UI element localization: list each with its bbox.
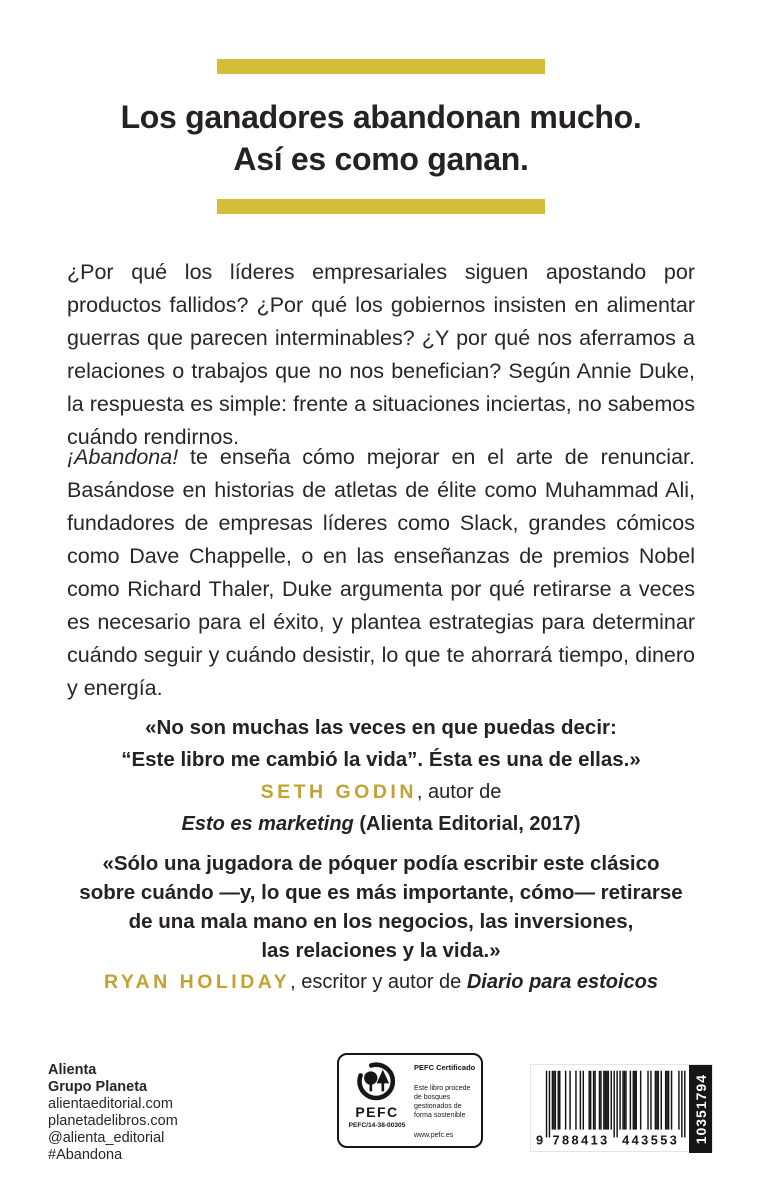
- pefc-logo-column: [346, 1061, 408, 1141]
- headline-line2: Así es como ganan.: [233, 141, 529, 177]
- pefc-certification-box: [337, 1053, 483, 1148]
- book-title-italic: ¡Abandona!: [67, 445, 179, 469]
- reviewer-name: SETH GODIN: [260, 781, 417, 803]
- headline: [0, 96, 762, 180]
- synopsis-paragraph-2: [67, 441, 695, 705]
- pefc-certificate-code: PEFC/14-38-00305: [348, 1122, 406, 1129]
- work-publisher-detail: (Alienta Editorial, 2017): [353, 813, 581, 835]
- barcode-side-band: [689, 1065, 712, 1153]
- publisher-website: planetadelibros.com: [48, 1113, 178, 1129]
- work-title-italic: Esto es marketing: [181, 813, 354, 835]
- headline-line1: Los ganadores abandonan mucho.: [120, 99, 642, 135]
- work-title-italic: Diario para estoicos: [466, 971, 659, 993]
- attribution-role: , autor de: [416, 781, 502, 803]
- synopsis-paragraph-1: ¿Por qué los líderes empresariales siguen apostando por productos fallidos? ¿Por qué los gobiernos insisten en alimentar guerras que parecen interminables? ¿Y por qué nos aferramos a relaciones o trabajos que no nos benefician? Según Annie Duke, la respuesta es simple: frente a situaciones inciertas, no sabemos cuándo rendirnos.: [67, 260, 695, 449]
- attribution-role: , escritor y autor de: [290, 971, 467, 993]
- pefc-trees-icon: [352, 1061, 402, 1105]
- quote-line: de una mala mano en los negocios, las inversiones,: [128, 910, 634, 933]
- barcode-side-number: 10351794: [692, 1073, 709, 1145]
- barcode-bars: [546, 1071, 686, 1138]
- pefc-description: Este libro procede de bosques gestionados de forma sostenible: [414, 1085, 471, 1119]
- publisher-group: Grupo Planeta: [48, 1079, 148, 1095]
- quote-line: «Sólo una jugadora de póquer podía escribir este clásico: [102, 852, 660, 875]
- ean-right-digits: 443553: [622, 1132, 680, 1148]
- quote-line: “Este libro me cambió la vida”. Ésta es una de ellas.»: [121, 748, 641, 771]
- accent-bar-bottom: [217, 199, 545, 214]
- ean-prefix-digit: 9: [535, 1132, 544, 1148]
- barcode-bars-area: [535, 1070, 687, 1148]
- pefc-wordmark: PEFC: [355, 1104, 399, 1120]
- ean13-barcode: [535, 1070, 687, 1148]
- publisher-social-handle: @alienta_editorial: [48, 1130, 165, 1146]
- quote-line: las relaciones y la vida.»: [261, 939, 501, 962]
- publisher-website: alientaeditorial.com: [48, 1096, 173, 1112]
- pefc-text-column: [408, 1061, 476, 1141]
- review-quote-seth-godin: [40, 712, 722, 840]
- publisher-info: [48, 1062, 178, 1164]
- quote-work: [40, 808, 722, 840]
- quote-line: sobre cuándo —y, lo que es más importante, cómo— retirarse: [79, 881, 683, 904]
- synopsis-paragraph-2-text: te enseña cómo mejorar en el arte de renunciar. Basándose en historias de atletas de élite como Muhammad Ali, fundadores de empresas líderes como Slack, grandes cómicos como Dave Chappelle, o en las enseñanzas de premios Nobel como Richard Thaler, Duke argumenta por qué retirarse a veces es necesario para el éxito, y plantea estrategias para determinar cuándo seguir y cuándo desistir, lo que te ahorrará tiempo, dinero y energía.: [67, 445, 695, 700]
- quote-line: «No son muchas las veces en que puedas decir:: [145, 716, 617, 739]
- accent-bar-top: [217, 59, 545, 74]
- ean-left-digits: 788413: [552, 1132, 610, 1148]
- reviewer-name: RYAN HOLIDAY: [103, 971, 291, 993]
- barcode: [530, 1064, 713, 1152]
- publisher-name: Alienta: [48, 1062, 97, 1078]
- pefc-title: PEFC Certificado: [414, 1063, 476, 1072]
- book-hashtag: #Abandona: [48, 1147, 123, 1163]
- quote-attribution: [40, 776, 722, 808]
- review-quote-ryan-holiday: [40, 849, 722, 997]
- pefc-url: www.pefc.es: [414, 1132, 454, 1139]
- quote-attribution: [40, 967, 722, 997]
